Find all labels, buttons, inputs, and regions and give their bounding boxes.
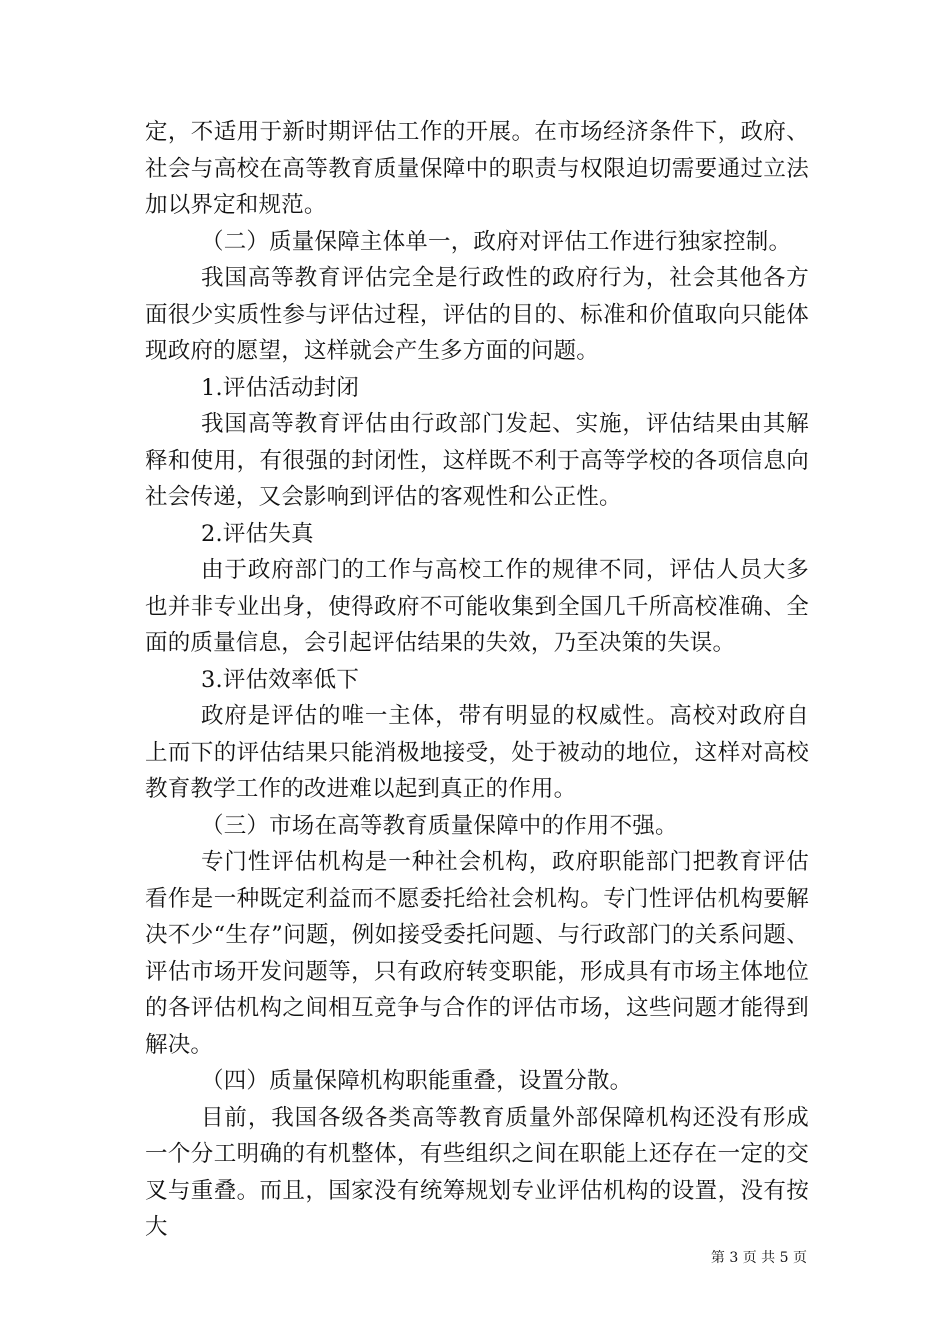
page-number-footer: 第 3 页 共 5 页	[710, 1250, 807, 1266]
subheading-3: 3.评估效率低下	[201, 666, 360, 693]
subheading-1: 1.评估活动封闭	[201, 374, 360, 401]
paragraph-continuation: 定，不适用于新时期评估工作的开展。在市场经济条件下，政府、社会与高校在高等教育质量保障中的职责与权限迫切需要通过立法加以界定和规范。	[145, 119, 809, 218]
paragraph-subheading-2: 由于政府部门的工作与高校工作的规律不同，评估人员大多也并非专业出身，使得政府不可能收集到全国几千所高校准确、全面的质量信息，会引起评估结果的失效，乃至决策的失误。	[145, 557, 809, 656]
subheading-2: 2.评估失真	[201, 520, 314, 547]
paragraph-subheading-1: 我国高等教育评估由行政部门发起、实施，评估结果由其解释和使用，有很强的封闭性，这样既不利于高等学校的各项信息向社会传递，又会影响到评估的客观性和公正性。	[145, 411, 809, 510]
paragraph-section-2-intro: 我国高等教育评估完全是行政性的政府行为，社会其他各方面很少实质性参与评估过程，评估的目的、标准和价值取向只能体现政府的愿望，这样就会产生多方面的问题。	[145, 265, 809, 364]
paragraph-section-3: 专门性评估机构是一种社会机构，政府职能部门把教育评估看作是一种既定利益而不愿委托给社会机构。专门性评估机构要解决不少“生存”问题，例如接受委托问题、与行政部门的关系问题、评估市场开发问题等，只有政府转变职能，形成具有市场主体地位的各评估机构之间相互竞争与合作的评估市场，这些问题才能得到解决。	[145, 849, 809, 1058]
section-heading-2: （二）质量保障主体单一，政府对评估工作进行独家控制。	[201, 228, 792, 255]
paragraph-section-4: 目前，我国各级各类高等教育质量外部保障机构还没有形成一个分工明确的有机整体，有些组织之间在职能上还存在一定的交叉与重叠。而且，国家没有统筹规划专业评估机构的设置，没有按大	[145, 1104, 809, 1240]
section-heading-4: （四）质量保障机构职能重叠，设置分散。	[201, 1068, 633, 1094]
document-body	[145, 114, 809, 1246]
paragraph-subheading-3: 政府是评估的唯一主体，带有明显的权威性。高校对政府自上而下的评估结果只能消极地接受，处于被动的地位，这样对高校教育教学工作的改进难以起到真正的作用。	[145, 703, 809, 802]
section-heading-3: （三）市场在高等教育质量保障中的作用不强。	[201, 812, 678, 839]
